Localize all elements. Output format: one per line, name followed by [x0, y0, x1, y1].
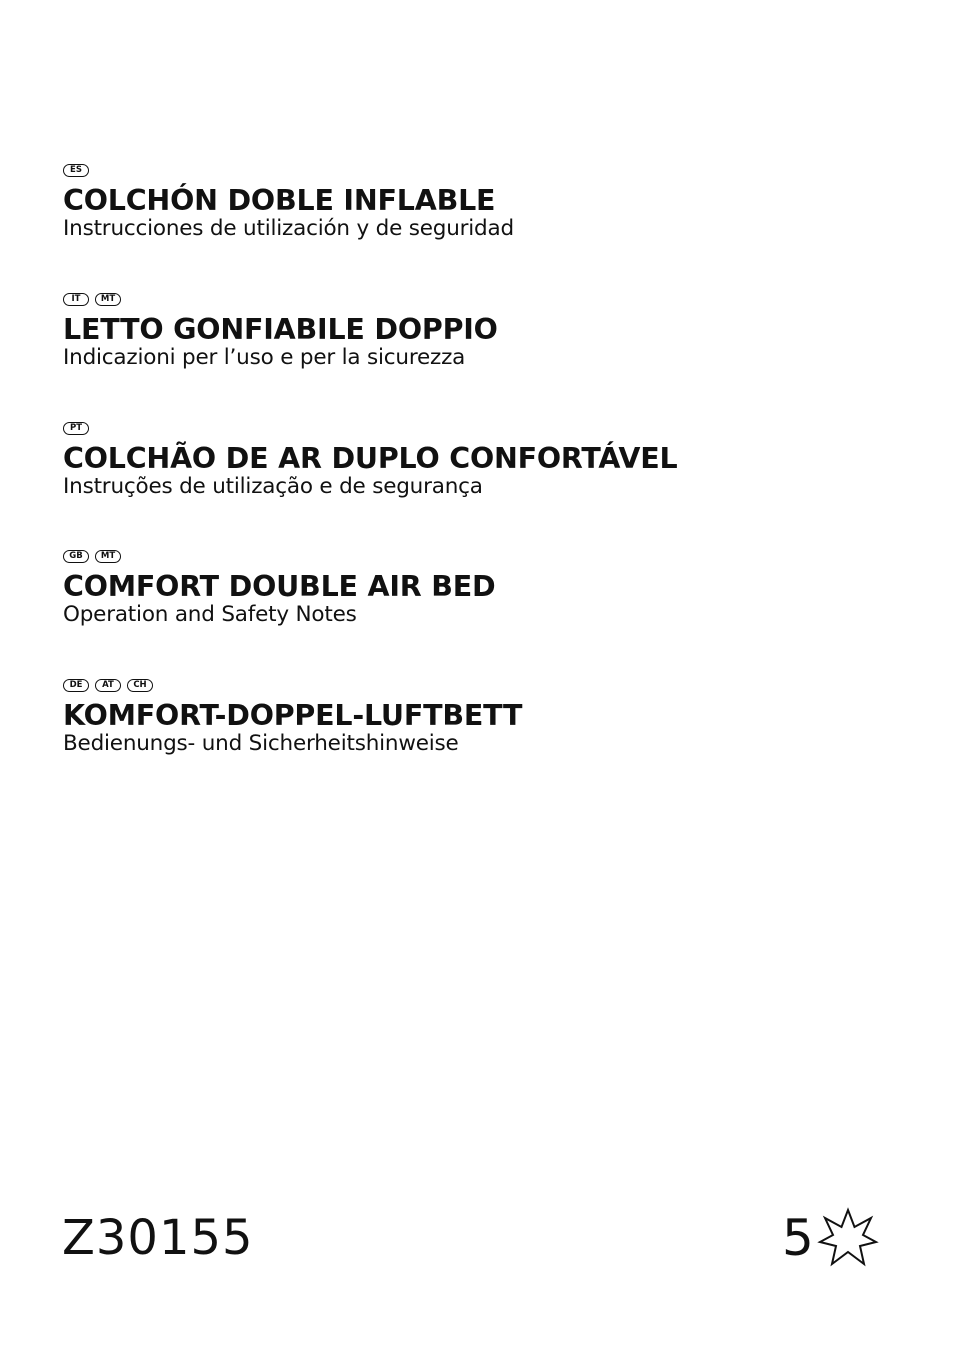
- country-badge: GB: [63, 550, 89, 563]
- country-badge: MT: [95, 293, 121, 306]
- section-gb-mt: [63, 548, 923, 628]
- section-subtitle: Bedienungs- und Sicherheitshinweise: [63, 731, 459, 756]
- section-title: COLCHÓN DOBLE INFLABLE: [63, 184, 496, 217]
- rating-mark: [782, 1206, 880, 1270]
- country-badges: [63, 548, 923, 564]
- country-badges: [63, 291, 923, 307]
- section-title: LETTO GONFIABILE DOPPIO: [63, 313, 498, 346]
- section-es: [63, 162, 923, 242]
- country-badge: IT: [63, 293, 89, 306]
- model-number: Z30155: [62, 1210, 254, 1266]
- section-pt: [63, 420, 923, 500]
- section-it-mt: [63, 291, 923, 371]
- country-badge: PT: [63, 422, 89, 435]
- country-badges: [63, 677, 923, 693]
- section-subtitle: Indicazioni per l’uso e per la sicurezza: [63, 345, 466, 370]
- section-title: COMFORT DOUBLE AIR BED: [63, 570, 496, 603]
- country-badge: DE: [63, 679, 89, 692]
- section-subtitle: Instrucciones de utilización y de seguridad: [63, 216, 514, 241]
- section-title: KOMFORT-DOPPEL-LUFTBETT: [63, 699, 523, 732]
- country-badge: ES: [63, 164, 89, 177]
- section-de-at-ch: [63, 677, 923, 757]
- country-badge: MT: [95, 550, 121, 563]
- section-subtitle: Instruções de utilização e de segurança: [63, 474, 483, 499]
- section-subtitle: Operation and Safety Notes: [63, 602, 357, 627]
- section-title: COLCHÃO DE AR DUPLO CONFORTÁVEL: [63, 442, 678, 475]
- country-badge: CH: [127, 679, 153, 692]
- country-badge: AT: [95, 679, 121, 692]
- country-badges: [63, 420, 923, 436]
- country-badges: [63, 162, 923, 178]
- star-outline-icon: [816, 1206, 880, 1270]
- rating-number: 5: [782, 1209, 814, 1267]
